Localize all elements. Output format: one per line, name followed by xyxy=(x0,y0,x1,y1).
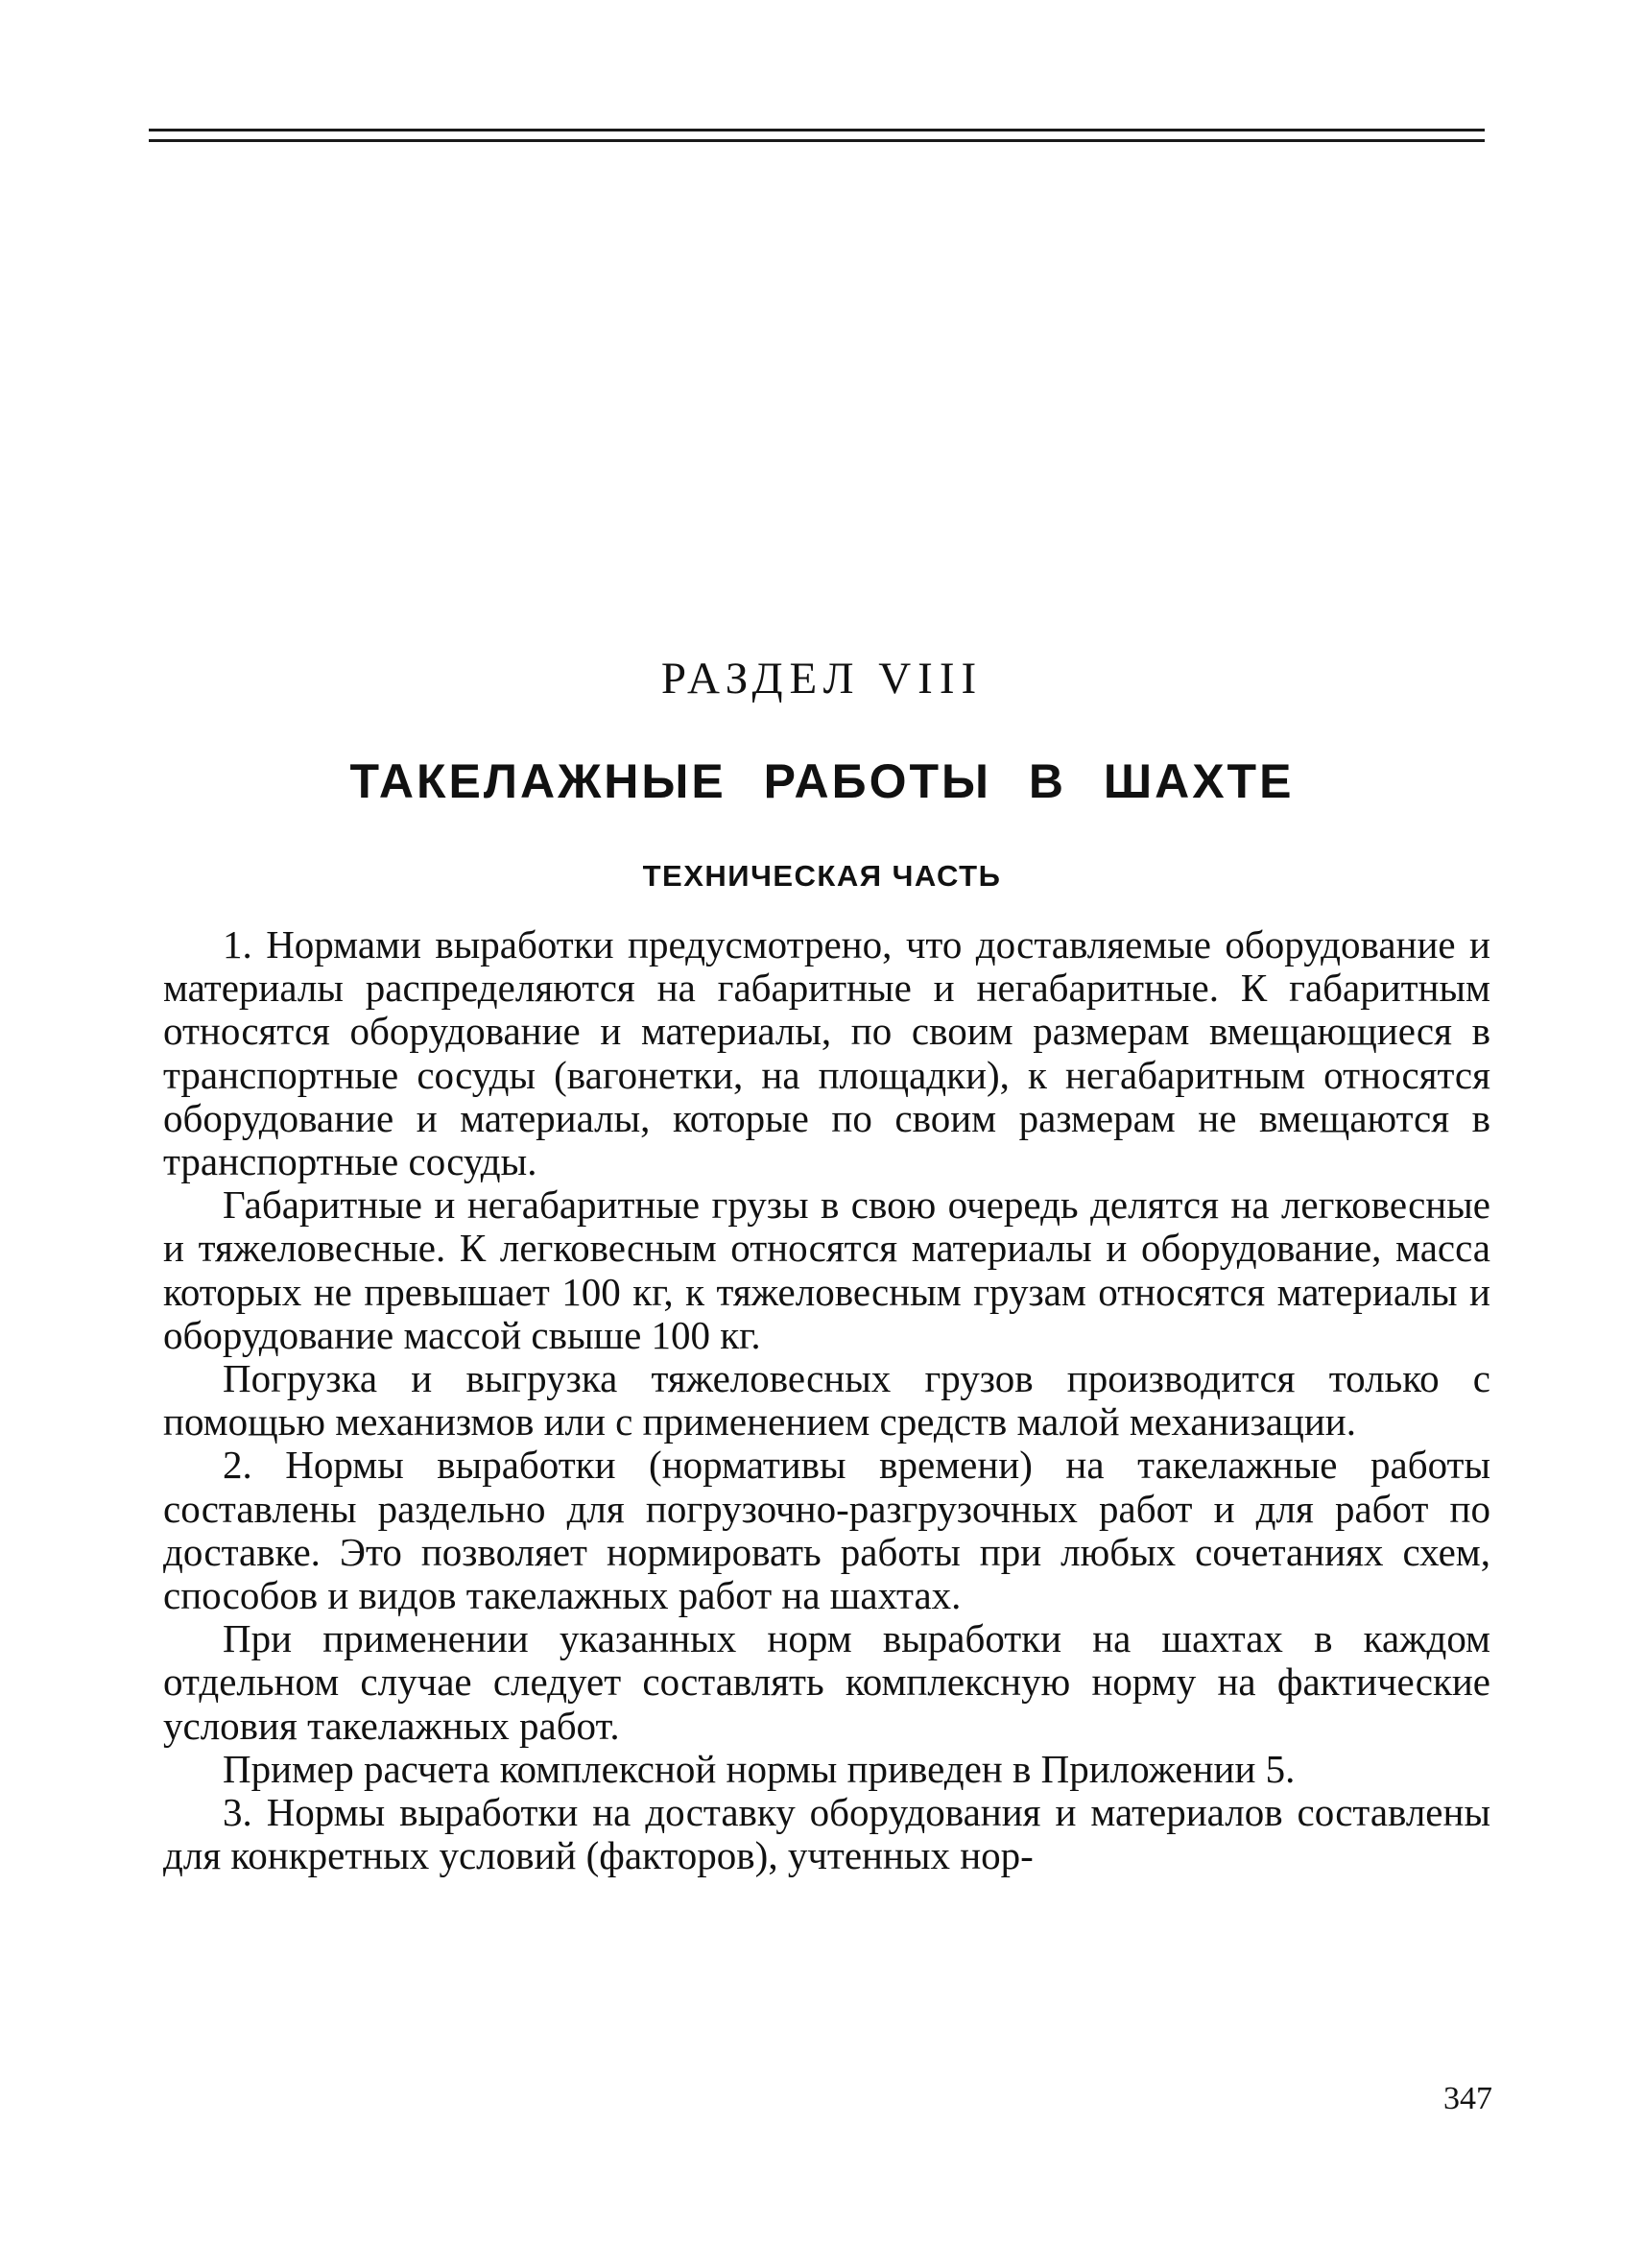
paragraph: 1. Нормами выработки предусмотрено, что доставляемые оборудование и материалы распределяются на габаритные и негабаритные. К габаритным относятся оборудование и материалы, по своим размерам вмещающиеся в транспортные сосуды (вагонетки, на площадки), к негабаритным относятся оборудование и материалы, которые по своим размерам не вмещаются в транспортные сосуды. xyxy=(163,922,1490,1184)
paragraph: 3. Нормы выработки на доставку оборудования и материалов составлены для конкретных условий (факторов), учтенных нор- xyxy=(163,1790,1490,1878)
body-text xyxy=(163,923,1490,1877)
section-label: РАЗДЕЛ VIII xyxy=(660,654,984,704)
header-rule-top xyxy=(149,129,1485,131)
subsection-title: ТЕХНИЧЕСКАЯ ЧАСТЬ xyxy=(642,859,1002,893)
paragraph: Габаритные и негабаритные грузы в свою очередь делятся на легковесные и тяжеловесные. К легковесным относятся материалы и оборудование, масса которых не превышает 100 кг, к тяжеловесным грузам относятся материалы и оборудование массой свыше 100 кг. xyxy=(163,1182,1490,1357)
paragraph: 2. Нормы выработки (нормативы времени) на такелажные работы составлены раздельно для погрузочно-разгрузочных работ и для работ по доставке. Это позволяет нормировать работы при любых сочетаниях схем, способов и видов такелажных работ на шахтах. xyxy=(163,1443,1490,1618)
paragraph: При применении указанных норм выработки на шахтах в каждом отдельном случае следует составлять комплексную норму на фактические условия такелажных работ. xyxy=(163,1616,1490,1748)
paragraph: Погрузка и выгрузка тяжеловесных грузов производится только с помощью механизмов или с применением средств малой механизации. xyxy=(163,1356,1490,1444)
section-title: ТАКЕЛАЖНЫЕ РАБОТЫ В ШАХТЕ xyxy=(349,754,1295,808)
page-number: 347 xyxy=(1443,2081,1492,2116)
paragraph: Пример расчета комплексной нормы приведен в Приложении 5. xyxy=(223,1746,1296,1791)
header-rule-bottom xyxy=(149,139,1485,142)
